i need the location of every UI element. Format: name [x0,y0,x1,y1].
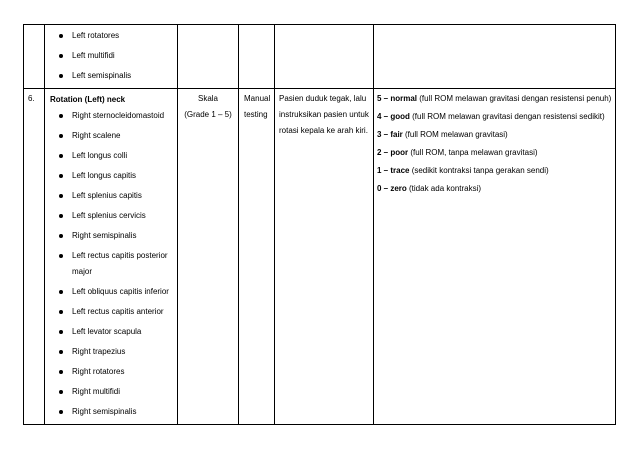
list-item: Left levator scapula [45,324,177,340]
grade-label: 5 – normal [377,94,418,103]
list-item: Right multifidi [45,384,177,400]
list-item: Left obliquus capitis inferior [45,284,177,300]
method-cell [239,89,275,425]
grade-item [377,181,615,197]
list-item: Left rectus capitis anterior [45,304,177,320]
grade-label: 3 – fair [377,130,403,139]
procedure-cell [275,25,374,89]
list-item: Right semispinalis [45,228,177,244]
grade-desc: (tidak ada kontraksi) [406,184,482,193]
list-item: Left splenius capitis [45,188,177,204]
muscle-cell [45,25,178,89]
list-item: Left rotatores [45,28,177,44]
list-item: Right rotatores [45,364,177,380]
grade-label: 0 – zero [377,184,407,193]
method-line: Manual [244,94,271,103]
grade-desc: (sedikit kontraksi tanpa gerakan sendi) [409,166,549,175]
grade-item [377,145,615,161]
list-item: Left longus colli [45,148,177,164]
grade-label: 2 – poor [377,148,409,157]
method-line: testing [244,110,268,119]
grades-cell [374,25,616,89]
grades-cell [374,89,616,425]
procedure-text: Pasien duduk tegak, lalu instruksikan pasien untuk rotasi kepala ke arah kiri. [279,94,369,135]
list-item: Right scalene [45,128,177,144]
scale-range: (Grade 1 – 5) [184,110,232,119]
scale-cell [178,25,239,89]
method-cell [239,25,275,89]
list-item: Left splenius cervicis [45,208,177,224]
list-item: Right sternocleidomastoid [45,108,177,124]
scale-cell [178,89,239,425]
list-item: Left longus capitis [45,168,177,184]
list-item: Left multifidi [45,48,177,64]
muscle-cell [45,89,178,425]
grade-desc: (full ROM, tanpa melawan gravitasi) [408,148,538,157]
muscle-list [45,108,177,420]
grade-label: 1 – trace [377,166,410,175]
grade-item [377,91,615,107]
number-cell [24,25,45,89]
movement-title: Rotation (Left) neck [50,95,126,104]
muscle-test-table [23,24,616,425]
row-number: 6. [24,89,45,425]
list-item: Left rectus capitis posterior major [45,248,177,280]
grade-desc: (full ROM melawan gravitasi dengan resistensi penuh) [417,94,612,103]
list-item: Right trapezius [45,344,177,360]
grade-desc: (full ROM melawan gravitasi dengan resistensi sedikit) [409,112,605,121]
grade-item [377,127,615,143]
list-item: Right semispinalis [45,404,177,420]
scale-label: Skala [197,94,218,103]
grade-item [377,109,615,125]
grade-desc: (full ROM melawan gravitasi) [402,130,508,139]
procedure-cell [275,89,374,425]
grade-label: 4 – good [377,112,410,121]
table-row [24,89,616,425]
table-row [24,25,616,89]
muscle-list [45,28,177,84]
list-item: Left semispinalis [45,68,177,84]
grade-item [377,163,615,179]
